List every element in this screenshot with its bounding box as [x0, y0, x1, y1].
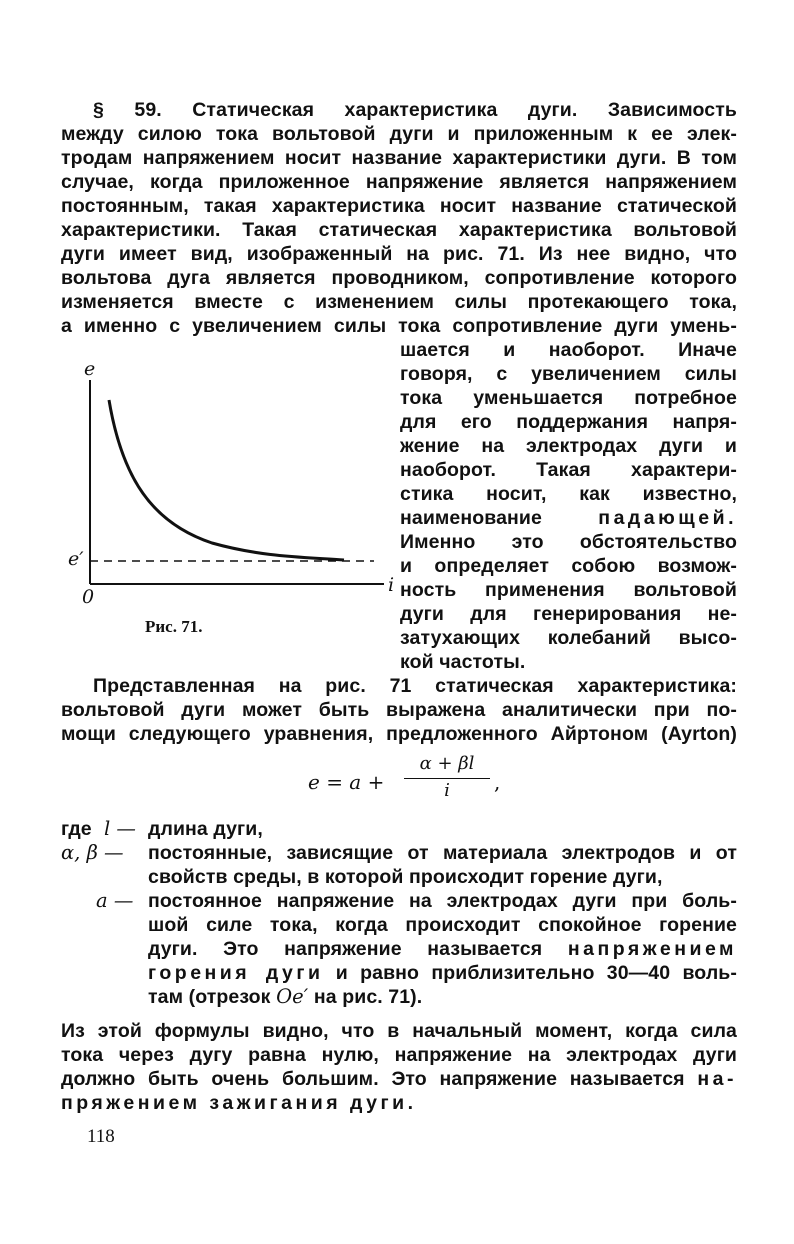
y-axis-label: e	[84, 358, 96, 380]
formula-lhs: e = a +	[308, 770, 385, 794]
formula-comma: ,	[494, 770, 501, 794]
text-line: и определяет собою возмож-	[400, 555, 737, 577]
text-line	[400, 506, 737, 530]
text-line: вольтовой дуги может быть выражена аналитически при по-	[61, 699, 737, 721]
definition-text: постоянные, зависящие от материала электродов и от	[148, 842, 737, 864]
definition-term: l —	[104, 817, 136, 840]
definition-text	[148, 985, 737, 1009]
text-line: жение на электродах дуги и	[400, 435, 737, 457]
figure-caption: Рис. 71.	[145, 617, 203, 636]
page-number: 118	[87, 1126, 115, 1147]
definition-text: постоянное напряжение на электродах дуги при боль-	[148, 890, 737, 912]
x-axis-label: i	[388, 574, 395, 596]
definition-text	[148, 937, 737, 961]
formula-denominator: i	[444, 780, 450, 801]
text-line: наоборот. Такая характери-	[400, 459, 737, 481]
spaced-term-line: пряжением зажигания дуги.	[61, 1092, 417, 1114]
definitions-intro: где	[61, 818, 92, 840]
text-line: постоянным, такая характеристика носит название статической	[61, 195, 737, 217]
text-line: стика носит, как известно,	[400, 483, 737, 505]
text-line: изменяется вместе с изменением силы протекающего тока,	[61, 291, 737, 313]
definition-text: шой силе тока, когда происходит спокойное горение	[148, 914, 737, 936]
text-line: дуги имеет вид, изображенный на рис. 71. Из нее видно, что	[61, 243, 737, 265]
formula-fraction	[404, 752, 490, 802]
text-fragment: Представленная на рис. 71 статическая характеристика:	[93, 675, 737, 697]
origin-label: 0	[82, 586, 95, 608]
text-line: вольтова дуга является проводником, сопротивление которого	[61, 267, 737, 289]
text-line: для его поддержания напря-	[400, 411, 737, 433]
text-line: а именно с увеличением силы тока сопротивление дуги умень-	[61, 315, 737, 337]
text-line: Из этой формулы видно, что в начальный момент, когда сила	[61, 1020, 737, 1042]
characteristic-plot	[62, 358, 395, 638]
text-line: шается и наоборот. Иначе	[400, 339, 737, 361]
text-line: Зависимость	[607, 99, 737, 121]
text-line: характеристики. Такая статическая характеристика вольтовой	[61, 219, 737, 241]
definition-term: α, β —	[61, 841, 124, 864]
definition-text: свойств среды, в которой происходит горение дуги,	[148, 866, 663, 888]
spaced-term: на-	[697, 1068, 737, 1090]
text-fragment: наименование	[400, 507, 542, 529]
text-fragment: дуги. Это напряжение называется	[148, 938, 543, 960]
formula-numerator: α + βl	[419, 753, 475, 774]
text-line: тока уменьшается потребное	[400, 387, 737, 409]
section-heading-line	[61, 98, 737, 122]
text-fragment: должно быть очень большим. Это напряжение называется	[61, 1068, 685, 1090]
section-title: Статическая характеристика дуги.	[192, 99, 578, 121]
text-line: Именно это обстоятельство	[400, 531, 737, 553]
ayrton-formula	[308, 752, 508, 812]
text-line: между силою тока вольтовой дуги и приложенным к ее элек-	[61, 123, 737, 145]
definition-term: a —	[96, 889, 134, 912]
text-fragment: и равно приблизительно 30—40 воль-	[335, 962, 737, 984]
text-line	[61, 1067, 737, 1091]
text-line: затухающих колебаний высо-	[400, 627, 737, 649]
text-line: ность применения вольтовой	[400, 579, 737, 601]
fraction-bar	[404, 778, 490, 779]
spaced-term: падающей.	[598, 507, 737, 529]
text-line: тока через дугу равна нулю, напряжение на электродах дуги	[61, 1044, 737, 1066]
text-line: кой частоты.	[400, 651, 526, 673]
definition-text: длина дуги,	[148, 818, 263, 840]
text-fragment: там (отрезок	[148, 986, 271, 1008]
spaced-term: горения дуги	[148, 962, 324, 984]
text-line: случае, когда приложенное напряжение является напряжением	[61, 171, 737, 193]
text-line: мощи следующего уравнения, предложенного Айртоном (Ayrton)	[61, 723, 737, 745]
asymptote-label: e′	[68, 548, 84, 570]
text-line: дуги для генерирования не-	[400, 603, 737, 625]
section-number: § 59.	[93, 99, 162, 121]
text-line	[61, 674, 737, 698]
segment-label: Oe′	[276, 985, 309, 1008]
text-line: тродам напряжением носит название характеристики дуги. В том	[61, 147, 737, 169]
falling-characteristic-curve	[109, 400, 344, 560]
figure-71	[62, 358, 395, 638]
text-fragment: на рис. 71).	[313, 986, 423, 1008]
spaced-term: напряжением	[567, 938, 737, 960]
text-line: говоря, с увеличением силы	[400, 363, 737, 385]
definition-text	[148, 961, 737, 985]
